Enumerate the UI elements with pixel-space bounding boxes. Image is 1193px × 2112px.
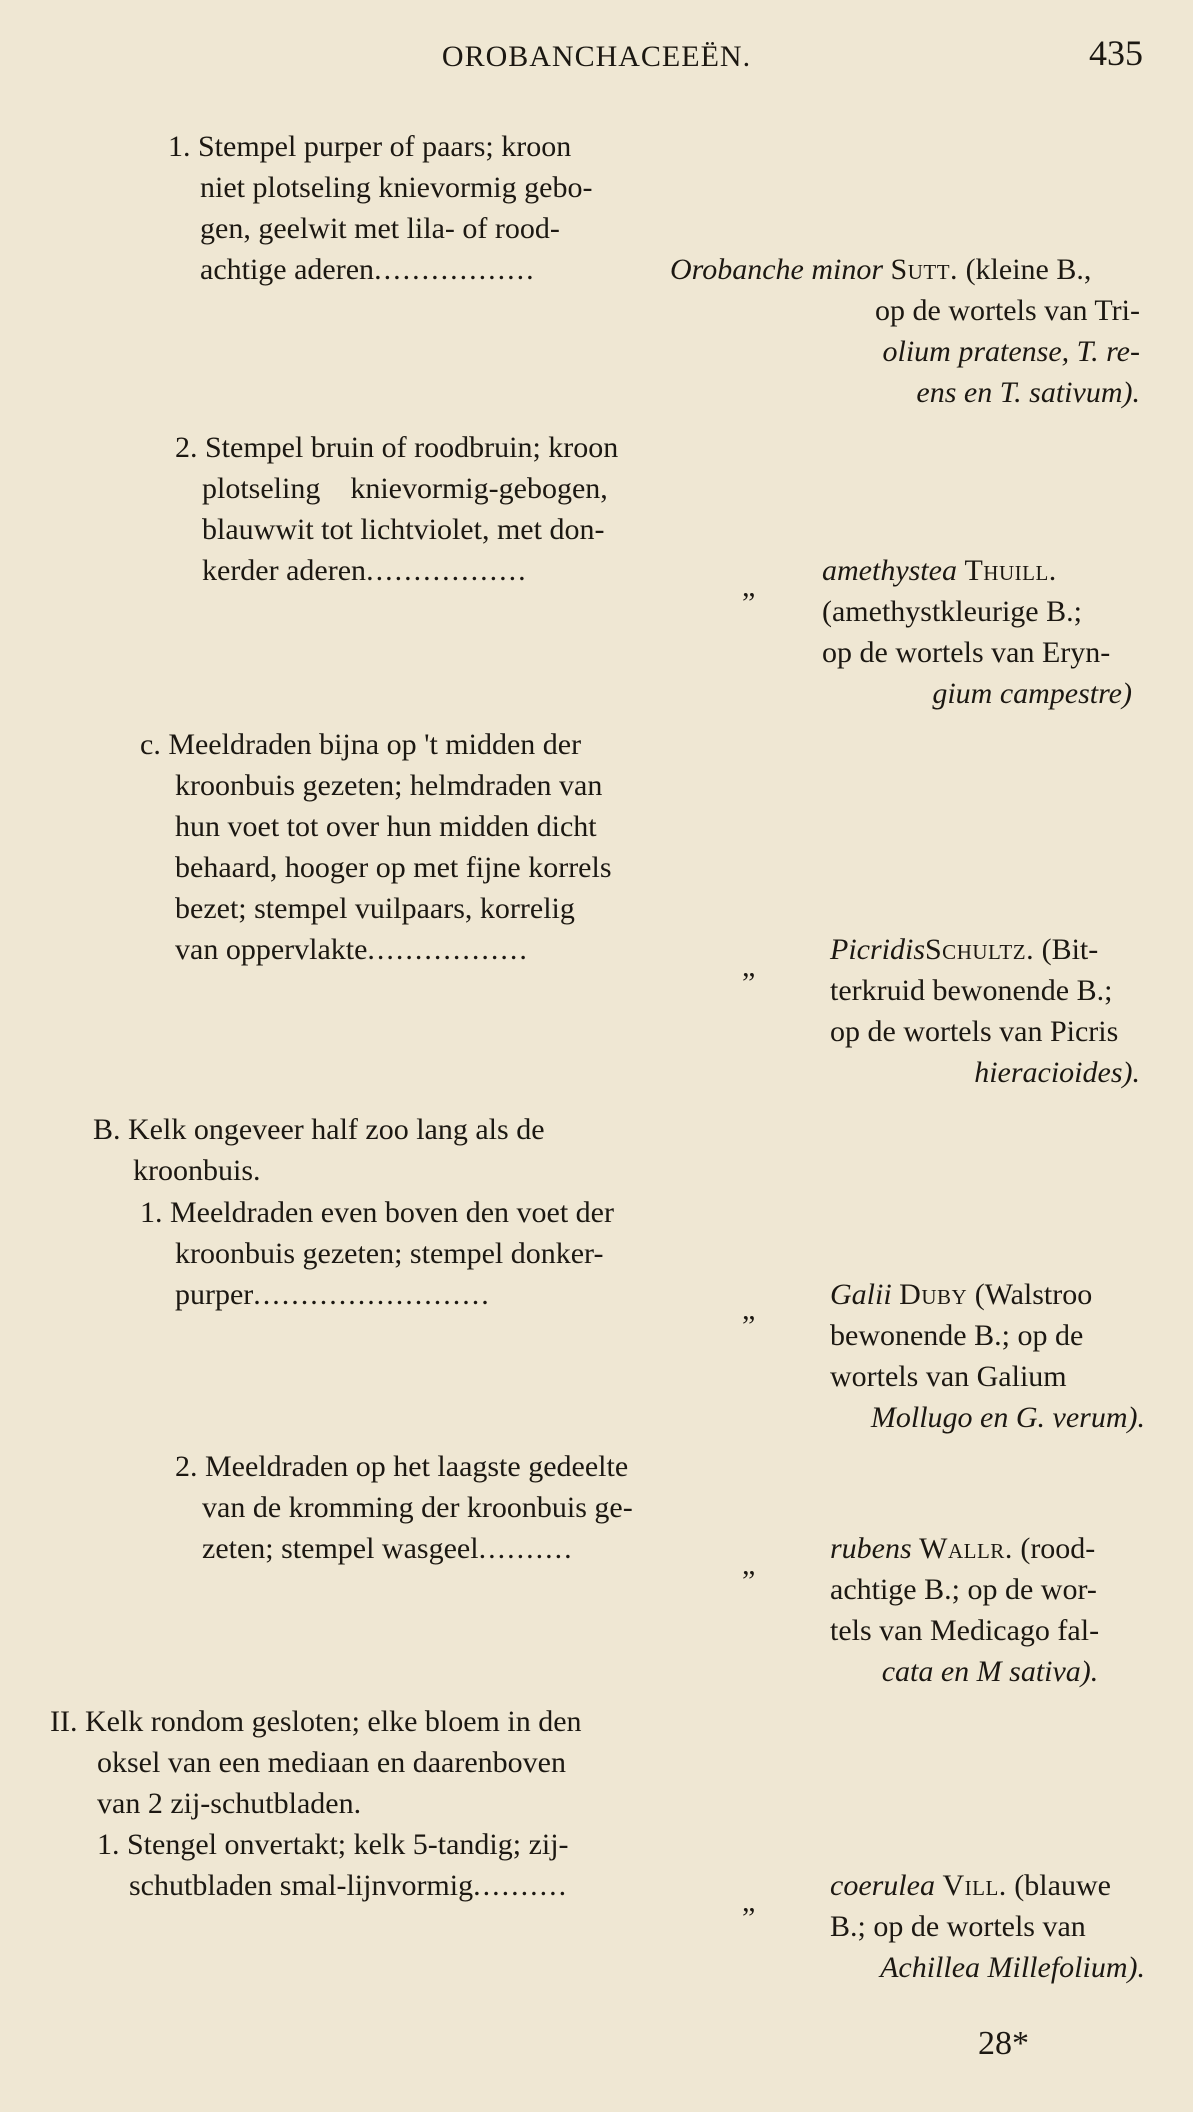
key-line: kroonbuis.	[133, 1154, 261, 1187]
page-number: 435	[1089, 33, 1143, 73]
author-name: Vill.	[942, 1869, 1007, 1902]
taxon-galii	[830, 1274, 1150, 1438]
author-name: Duby	[899, 1278, 968, 1311]
taxon-common: (kleine B.,	[965, 253, 1092, 286]
host-line: tels van Medicago fal-	[830, 1614, 1100, 1647]
author-name: Wallr.	[919, 1532, 1013, 1565]
species-epithet: Picridis	[830, 933, 925, 966]
leader-dots: .................	[367, 933, 529, 966]
author-name: Schultz.	[925, 933, 1035, 966]
key-entry-2-rubens	[175, 1446, 633, 1569]
key-line: 1. Stengel onvertakt; kelk 5-tandig; zij-	[97, 1828, 569, 1861]
key-entry-c-picridis	[140, 724, 612, 970]
key-line: 1. Meeldraden even boven den voet der	[140, 1196, 614, 1229]
key-entry-1-minor	[168, 126, 592, 290]
leader-dots: .........................	[253, 1278, 491, 1311]
key-line: kerder aderen	[202, 554, 367, 587]
host-line: gium campestre)	[932, 677, 1132, 710]
key-line: blauwwit tot lichtviolet, met don-	[202, 513, 605, 546]
taxon-picridis	[830, 929, 1150, 1093]
key-line: niet plotseling knievormig gebo-	[200, 171, 593, 204]
key-line: van oppervlakte	[175, 933, 368, 966]
key-line: schutbladen smal-lijnvormig	[129, 1869, 474, 1902]
ditto-mark: „	[742, 1293, 756, 1326]
key-line: zeten; stempel wasgeel	[202, 1532, 479, 1565]
taxon-rubens	[830, 1528, 1150, 1692]
ditto-mark: „	[742, 950, 756, 983]
key-line: plotseling knievormig-gebogen,	[202, 472, 608, 505]
taxon-coerulea	[830, 1865, 1150, 1988]
key-line: c. Meeldraden bijna op 't midden der	[140, 728, 582, 761]
key-line: 2. Meeldraden op het laagste gedeelte	[175, 1450, 629, 1483]
species-epithet: Galii	[830, 1278, 892, 1311]
species-epithet: amethystea	[822, 554, 957, 587]
species-epithet: rubens	[830, 1532, 912, 1565]
leader-dots: .................	[374, 253, 536, 286]
key-entry-1-galii	[140, 1192, 614, 1315]
host-line: cata en M sativa).	[881, 1655, 1099, 1688]
host-line: olium pratense, T. re-	[882, 335, 1140, 368]
key-line: gen, geelwit met lila- of rood-	[200, 212, 560, 245]
key-line: achtige aderen	[200, 253, 375, 286]
host-line: Mollugo en G. verum).	[870, 1401, 1145, 1434]
key-line: 2. Stempel bruin of roodbruin; kroon	[175, 431, 619, 464]
key-line: van de kromming der kroonbuis ge-	[202, 1491, 633, 1524]
key-line: II. Kelk rondom gesloten; elke bloem in den	[50, 1705, 582, 1738]
species-epithet: coerulea	[830, 1869, 935, 1902]
signature-mark: 28*	[978, 2025, 1029, 2062]
genus-name: Orobanche	[670, 253, 804, 286]
host-line: op de wortels van Picris	[830, 1015, 1119, 1048]
species-epithet: minor	[811, 253, 884, 286]
taxon-common: (Walstroo	[974, 1278, 1093, 1311]
taxon-minor	[670, 249, 1140, 413]
ditto-mark: „	[742, 1885, 756, 1918]
author-name: Sutt.	[890, 253, 959, 286]
ditto-mark: „	[742, 570, 756, 603]
host-line: op de wortels van Tri-	[875, 294, 1140, 327]
key-line: behaard, hooger op met fijne korrels	[175, 851, 612, 884]
host-line: Achillea Millefolium).	[880, 1951, 1145, 1984]
key-line: van 2 zij-schutbladen.	[97, 1787, 362, 1820]
key-line: purper	[175, 1278, 254, 1311]
key-entry-2-amethystea	[175, 427, 618, 591]
key-entry-II-kelk	[50, 1701, 582, 1824]
leader-dots: ..........	[478, 1532, 574, 1565]
key-line: B. Kelk ongeveer half zoo lang als de	[93, 1113, 545, 1146]
host-line: bewonende B.; op de	[830, 1319, 1084, 1352]
host-line: op de wortels van Eryn-	[822, 636, 1111, 669]
host-line: (amethystkleurige B.;	[822, 595, 1082, 628]
taxon-common: (rood-	[1020, 1532, 1096, 1565]
key-entry-B-kelk	[93, 1109, 545, 1191]
key-line: kroonbuis gezeten; helmdraden van	[175, 769, 603, 802]
running-head: OROBANCHACEEËN.	[441, 40, 752, 73]
key-entry-1-coerulea	[97, 1824, 569, 1906]
key-line: kroonbuis gezeten; stempel donker-	[175, 1237, 604, 1270]
host-line: terkruid bewonende B.;	[830, 974, 1113, 1007]
author-name: Thuill.	[964, 554, 1057, 587]
host-line: B.; op de wortels van	[830, 1910, 1086, 1943]
host-line: achtige B.; op de wor-	[830, 1573, 1097, 1606]
taxon-common: (Bit-	[1041, 933, 1099, 966]
host-line: hieracioides).	[974, 1056, 1140, 1089]
taxon-amethystea	[822, 550, 1142, 714]
key-line: oksel van een mediaan en daarenboven	[97, 1746, 566, 1779]
leader-dots: .................	[366, 554, 528, 587]
leader-dots: ..........	[473, 1869, 569, 1902]
key-line: 1. Stempel purper of paars; kroon	[168, 130, 572, 163]
taxon-common: (blauwe	[1014, 1869, 1111, 1902]
host-line: ens en T. sativum).	[916, 376, 1140, 409]
ditto-mark: „	[742, 1548, 756, 1581]
key-line: bezet; stempel vuilpaars, korrelig	[175, 892, 575, 925]
key-line: hun voet tot over hun midden dicht	[175, 810, 597, 843]
host-line: wortels van Galium	[830, 1360, 1067, 1393]
